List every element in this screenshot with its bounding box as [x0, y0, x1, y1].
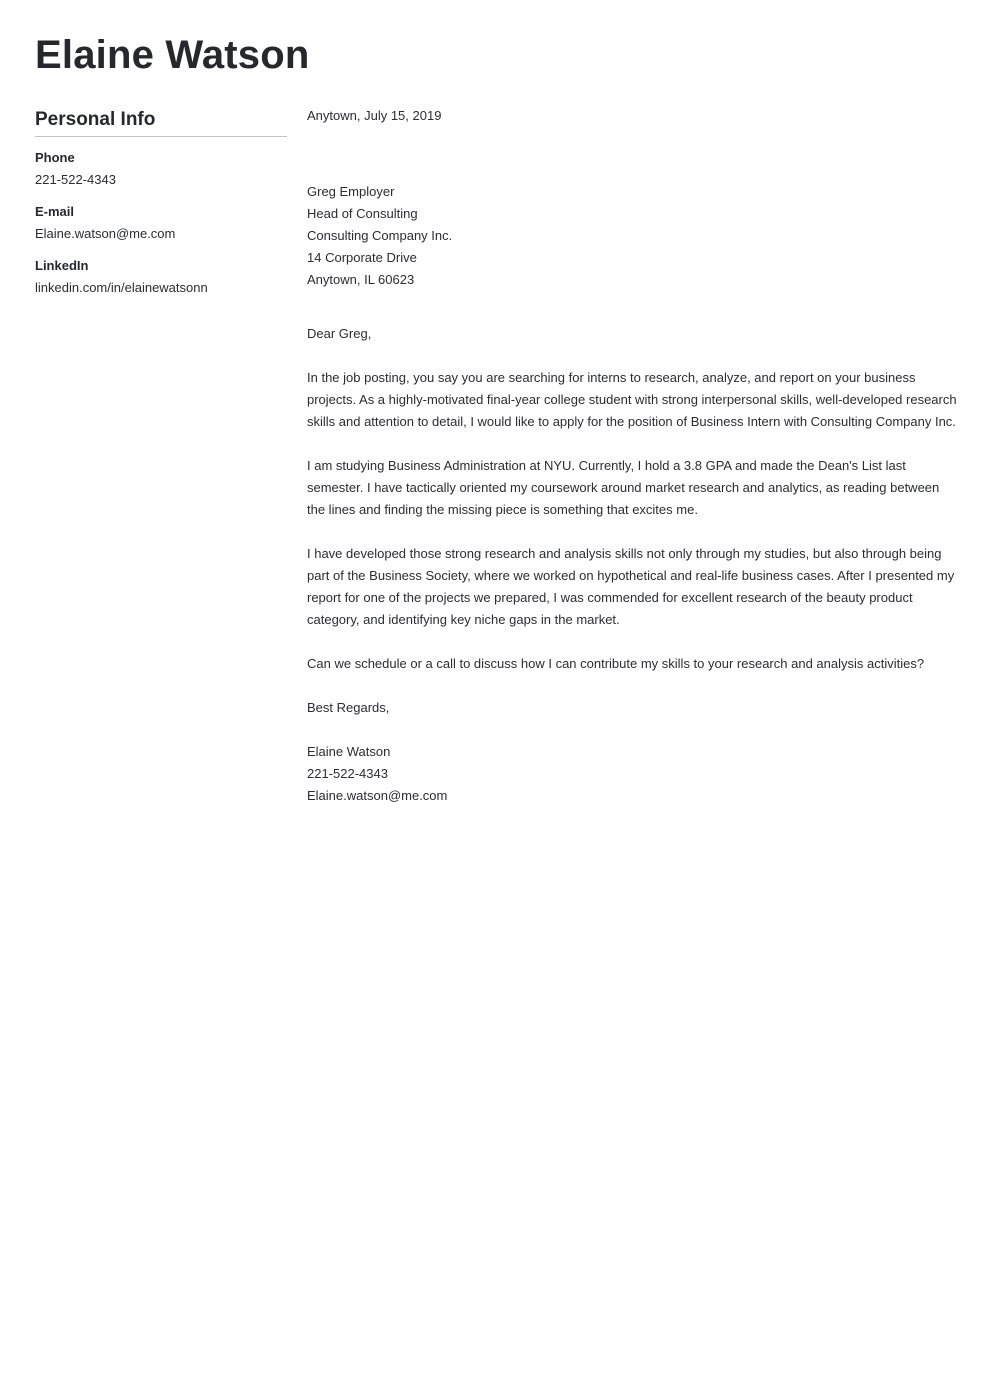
closing: Best Regards,: [307, 700, 390, 715]
paragraph-experience: I have developed those strong research and analysis skills not only through my studies, but also through being part of the Business Society, where we worked on hypothetical and real-life business cases. After I presented my report for one of the projects we prepared, I was commended for excellent research of the beauty product category, and identifying key niche gaps in the market.: [307, 546, 955, 627]
recipient-block: [307, 181, 957, 291]
linkedin-label: LinkedIn: [35, 258, 89, 273]
recipient-street: 14 Corporate Drive: [307, 250, 417, 265]
phone-value: 221-522-4343: [35, 172, 116, 187]
applicant-name: Elaine Watson: [35, 33, 310, 77]
signature-email: Elaine.watson@me.com: [307, 788, 448, 803]
paragraph-call-to-action: Can we schedule or a call to discuss how I can contribute my skills to your research and analysis activities?: [307, 656, 925, 671]
recipient-name: Greg Employer: [307, 184, 395, 199]
email-info: [35, 201, 287, 245]
email-value: Elaine.watson@me.com: [35, 226, 176, 241]
personal-info-heading: Personal Info: [35, 106, 287, 137]
salutation: Dear Greg,: [307, 326, 372, 341]
signature-block: [307, 741, 957, 807]
recipient-city: Anytown, IL 60623: [307, 272, 415, 287]
phone-label: Phone: [35, 150, 75, 165]
letter-date: Anytown, July 15, 2019: [307, 108, 442, 123]
letter-body: [307, 105, 957, 807]
personal-info-sidebar: [35, 106, 287, 299]
signature-phone: 221-522-4343: [307, 766, 388, 781]
recipient-company: Consulting Company Inc.: [307, 228, 453, 243]
recipient-title: Head of Consulting: [307, 206, 418, 221]
paragraph-education: I am studying Business Administration at NYU. Currently, I hold a 3.8 GPA and made the Dean's List last semester. I have tactically oriented my coursework around market research and analytics, as reading between the lines and finding the missing piece is something that excites me.: [307, 458, 940, 517]
paragraph-intro: In the job posting, you say you are searching for interns to research, analyze, and report on your business projects. As a highly-motivated final-year college student with strong interpersonal skills, well-developed research skills and attention to detail, I would like to apply for the position of Business Intern with Consulting Company Inc.: [307, 370, 957, 429]
linkedin-info: [35, 255, 287, 299]
phone-info: [35, 147, 287, 191]
linkedin-value: linkedin.com/in/elainewatsonn: [35, 280, 208, 295]
signature-name: Elaine Watson: [307, 744, 391, 759]
email-label: E-mail: [35, 204, 75, 219]
